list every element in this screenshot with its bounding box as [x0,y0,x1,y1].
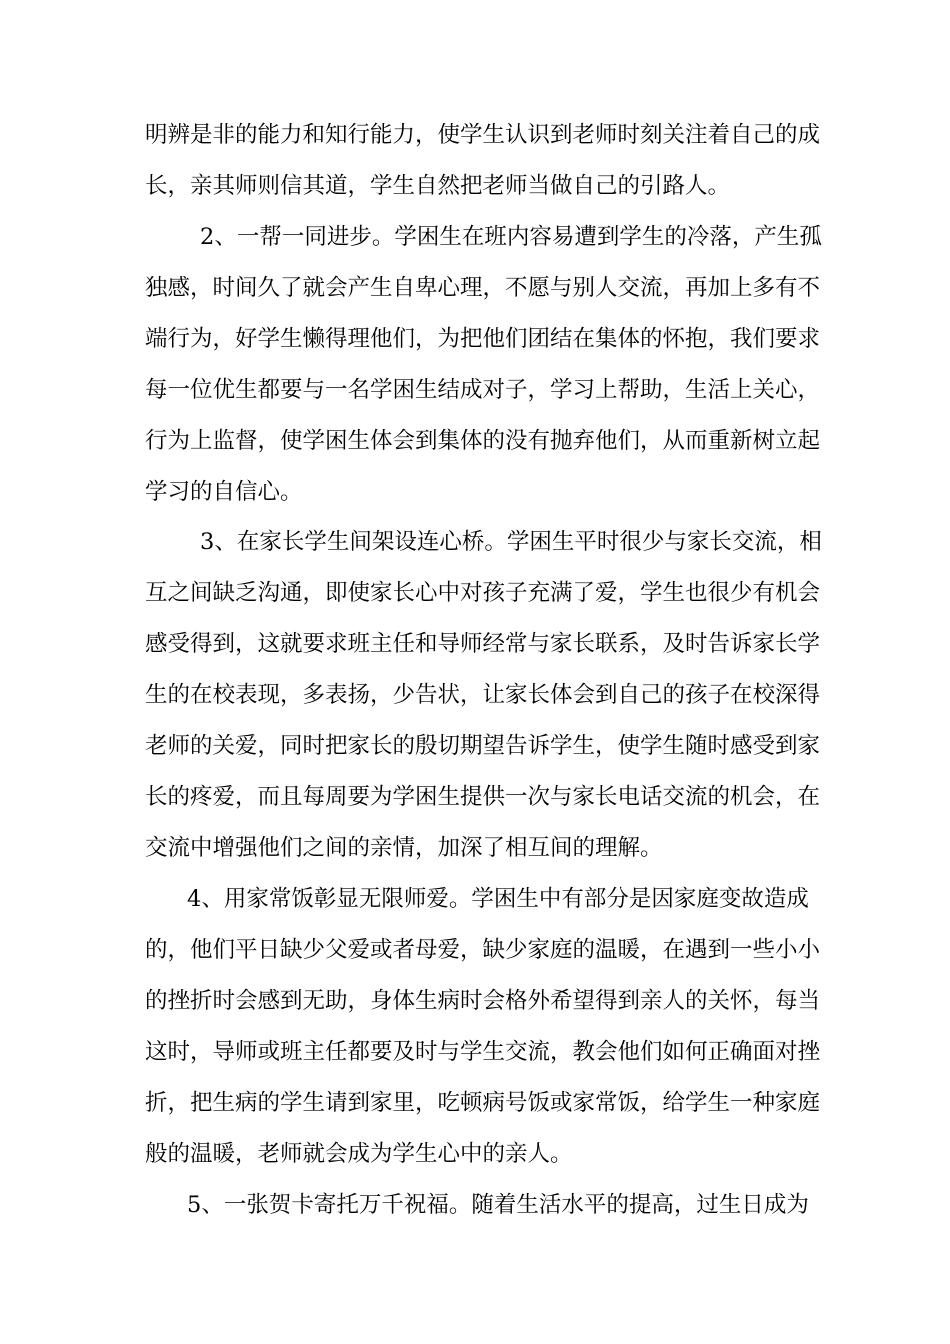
text-line: 端行为，好学生懒得理他们，为把他们团结在集体的怀抱，我们要求 [145,326,821,352]
text-line: 长，亲其师则信其道，学生自然把老师当做自己的引路人。 [145,173,731,199]
text-line: 独感，时间久了就会产生自卑心理，不愿与别人交流，再加上多有不 [145,275,821,301]
text-line: 老师的关爱，同时把家长的殷切期望告诉学生，使学生随时感受到家 [145,733,821,759]
text-line: 学习的自信心。 [145,479,303,505]
text-line: 明辨是非的能力和知行能力，使学生认识到老师时刻关注着自己的成 [145,122,821,148]
text-line: 4、用家常饭彰显无限师爱。学困生中有部分是因家庭变故造成 [187,886,809,912]
text-line: 3、在家长学生间架设连心桥。学困生平时很少与家长交流，相 [200,529,822,555]
text-line: 的，他们平日缺少父爱或者母爱，缺少家庭的温暖，在遇到一些小小 [145,937,821,963]
text-line: 2、一帮一同进步。学困生在班内容易遭到学生的冷落，产生孤 [200,224,822,250]
text-line: 长的疼爱，而且每周要为学困生提供一次与家长电话交流的机会，在 [145,784,821,810]
text-line: 感受得到，这就要求班主任和导师经常与家长联系，及时告诉家长学 [145,631,821,657]
text-line: 每一位优生都要与一名学困生结成对子，学习上帮助，生活上关心， [145,377,821,403]
text-line: 的挫折时会感到无助，身体生病时会格外希望得到亲人的关怀，每当 [145,988,821,1014]
text-line: 般的温暖，老师就会成为学生心中的亲人。 [145,1141,573,1167]
text-line: 这时，导师或班主任都要及时与学生交流，教会他们如何正确面对挫 [145,1039,821,1065]
text-line: 交流中增强他们之间的亲情，加深了相互间的理解。 [145,835,663,861]
text-line: 5、一张贺卡寄托万千祝福。随着生活水平的提高，过生日成为 [187,1192,809,1218]
text-line: 折，把生病的学生请到家里，吃顿病号饭或家常饭，给学生一种家庭 [145,1090,821,1116]
text-line: 行为上监督，使学困生体会到集体的没有抛弃他们，从而重新树立起 [145,428,821,454]
text-line: 互之间缺乏沟通，即使家长心中对孩子充满了爱，学生也很少有机会 [145,580,821,606]
text-line: 生的在校表现，多表扬，少告状，让家长体会到自己的孩子在校深得 [145,682,821,708]
